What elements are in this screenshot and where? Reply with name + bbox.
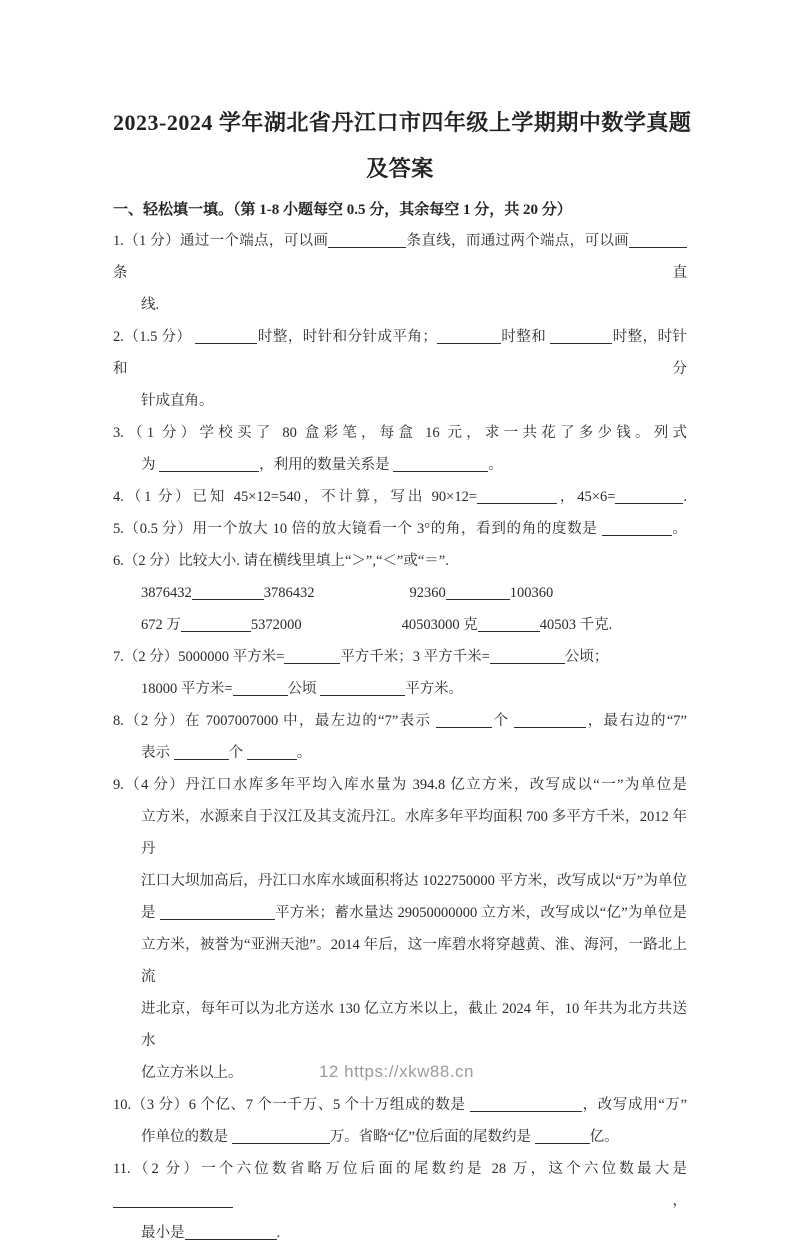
blank-underline bbox=[436, 715, 492, 728]
question-8-line-1 bbox=[113, 705, 687, 737]
text-run: 平方米。 bbox=[405, 681, 464, 697]
text-run: ， bbox=[233, 1193, 687, 1209]
text-run: 作单位的数是 bbox=[141, 1129, 232, 1145]
questions-area bbox=[113, 225, 687, 1249]
text-run: 100360 bbox=[509, 585, 554, 601]
question-1-line-1 bbox=[113, 225, 687, 289]
blank-underline bbox=[550, 331, 612, 344]
blank-underline bbox=[284, 651, 340, 664]
blank-underline bbox=[247, 747, 297, 760]
page-number: 12 bbox=[318, 1062, 339, 1081]
blank-underline bbox=[328, 235, 406, 248]
text-run: 3786432 bbox=[263, 585, 315, 601]
blank-underline bbox=[490, 651, 565, 664]
page-footer bbox=[0, 1062, 793, 1082]
text-run: 1.（1 分）通过一个端点，可以画 bbox=[113, 233, 329, 249]
text-run: 8.（2 分）在 7007007000 中，最左边的“7”表示 bbox=[113, 713, 437, 729]
text-run: ，改写成用“万” bbox=[581, 1097, 688, 1113]
text-run: 。 bbox=[296, 745, 312, 761]
text-run: 立方米，水源来自于汉江及其支流丹江。水库多年平均面积 700 多平方千米，2012 年丹 bbox=[141, 809, 687, 857]
text-run: 立方米，被誉为“亚洲天池”。2014 年后，这一库碧水将穿越黄、淮、海河，一路北上流 bbox=[141, 937, 687, 985]
question-9-line-2 bbox=[113, 801, 687, 865]
blank-underline bbox=[470, 1099, 582, 1112]
blank-underline bbox=[602, 523, 672, 536]
question-9-line-5 bbox=[113, 929, 687, 993]
question-2-line-2 bbox=[113, 385, 687, 417]
text-run: 平方千米；3 平方千米= bbox=[340, 649, 490, 665]
text-run: 4.（1 分）已知 45×12=540，不计算，写出 90×12= bbox=[113, 489, 478, 505]
text-run: 3876432 bbox=[141, 585, 192, 601]
blank-underline bbox=[629, 235, 687, 248]
blank-underline bbox=[478, 619, 540, 632]
text-run: 是 bbox=[141, 905, 160, 921]
column-gap bbox=[302, 628, 402, 629]
blank-underline bbox=[181, 619, 251, 632]
text-run: 9.（4 分）丹江口水库多年平均入库水量为 394.8 亿立方米，改写成以“一”为单位是 bbox=[113, 777, 687, 793]
text-run: ，利用的数量关系是 bbox=[259, 457, 394, 473]
text-run: 线. bbox=[141, 297, 160, 313]
blank-underline bbox=[320, 683, 405, 696]
question-9-line-1 bbox=[113, 769, 687, 801]
text-run: 进北京，每年可以为北方送水 130 亿立方米以上，截止 2024 年，10 年共为北方共送水 bbox=[141, 1001, 687, 1049]
question-6-compare-row-2 bbox=[113, 609, 687, 641]
blank-underline bbox=[437, 331, 501, 344]
text-run: 5372000 bbox=[250, 617, 302, 633]
text-run: 平方米；蓄水量达 29050000000 立方米，改写成以“亿”为单位是 bbox=[274, 905, 688, 921]
text-run: 亿立方米以上。 bbox=[141, 1065, 243, 1081]
text-run: 表示 bbox=[141, 745, 174, 761]
blank-underline bbox=[233, 683, 288, 696]
question-8-line-2 bbox=[113, 737, 687, 769]
blank-underline bbox=[535, 1131, 590, 1144]
text-run: 40503000 克 bbox=[401, 617, 478, 633]
blank-underline bbox=[232, 1131, 330, 1144]
text-run: 时整，时针和分 bbox=[113, 329, 688, 377]
text-run: 条直线，而通过两个端点，可以画 bbox=[406, 233, 630, 249]
text-run: 10.（3 分）6 个亿、7 个一千万、5 个十万组成的数是 bbox=[113, 1097, 470, 1113]
question-4-line-1 bbox=[113, 481, 687, 513]
blank-underline bbox=[195, 331, 257, 344]
blank-underline bbox=[174, 747, 229, 760]
question-9-line-3 bbox=[113, 865, 687, 897]
footer-url: https://xkw88.cn bbox=[344, 1062, 475, 1081]
question-10-line-1 bbox=[113, 1089, 687, 1121]
text-run: 公顷 bbox=[287, 681, 321, 697]
text-run: 条直 bbox=[113, 265, 687, 281]
text-run: 江口大坝加高后，丹江口水库水域面积将达 1022750000 平方米，改写成以“万”为单位 bbox=[141, 873, 687, 889]
text-run: . bbox=[683, 489, 687, 505]
text-run: 672 万 bbox=[141, 617, 181, 633]
text-run: 6.（2 分）比较大小. 请在横线里填上“＞”,“＜”或“＝”. bbox=[113, 553, 449, 569]
text-run: 针成直角。 bbox=[141, 393, 214, 409]
column-gap bbox=[315, 596, 410, 597]
document-title-line-1: 2023-2024 学年湖北省丹江口市四年级上学期期中数学真题 bbox=[113, 110, 692, 135]
text-run: 92360 bbox=[409, 585, 446, 601]
blank-underline bbox=[113, 1195, 233, 1208]
blank-underline bbox=[185, 1227, 277, 1240]
question-3-line-2 bbox=[113, 449, 687, 481]
question-3-line-1 bbox=[113, 417, 687, 449]
text-run: 。 bbox=[488, 457, 503, 473]
text-run: 5.（0.5 分）用一个放大 10 倍的放大镜看一个 3°的角，看到的角的度数是 bbox=[113, 521, 602, 537]
question-6-line-1 bbox=[113, 545, 687, 577]
blank-underline bbox=[393, 459, 488, 472]
text-run: 亿。 bbox=[589, 1129, 619, 1145]
text-run: 3.（1 分）学校买了 80 盒彩笔，每盒 16 元，求一共花了多少钱。列式 bbox=[113, 425, 687, 441]
blank-underline bbox=[446, 587, 510, 600]
question-1-line-2 bbox=[113, 289, 687, 321]
question-2-line-1 bbox=[113, 321, 687, 385]
text-run: 。 bbox=[671, 521, 688, 537]
text-run: 个 bbox=[492, 713, 515, 729]
blank-underline bbox=[615, 491, 683, 504]
question-7-line-2 bbox=[113, 673, 687, 705]
question-9-line-6 bbox=[113, 993, 687, 1057]
text-run: 7.（2 分）5000000 平方米= bbox=[113, 649, 285, 665]
question-11-line-1 bbox=[113, 1153, 687, 1217]
blank-underline bbox=[192, 587, 264, 600]
text-run: 万。省略“亿”位后面的尾数约是 bbox=[329, 1129, 535, 1145]
question-5-line-1 bbox=[113, 513, 687, 545]
question-9-line-4 bbox=[113, 897, 687, 929]
question-10-line-2 bbox=[113, 1121, 687, 1153]
question-6-compare-row-1 bbox=[113, 577, 687, 609]
text-run: 时整，时针和分针成平角； bbox=[257, 329, 437, 345]
text-run: 2.（1.5 分） bbox=[113, 329, 196, 345]
text-run: 时整和 bbox=[500, 329, 551, 345]
text-run: 个 bbox=[228, 745, 247, 761]
blank-underline bbox=[159, 459, 259, 472]
text-run: . bbox=[276, 1225, 281, 1241]
text-run: 18000 平方米= bbox=[141, 681, 233, 697]
blank-underline bbox=[160, 907, 275, 920]
text-run: ，45×6= bbox=[557, 489, 616, 505]
question-11-line-2 bbox=[113, 1217, 687, 1249]
text-run: ，最右边的“7” bbox=[586, 713, 687, 729]
document-title-line-2: 及答案 bbox=[366, 156, 434, 181]
text-run: 公顷； bbox=[564, 649, 609, 665]
question-7-line-1 bbox=[113, 641, 687, 673]
section-1-heading: 一、轻松填一填。（第 1-8 小题每空 0.5 分，其余每空 1 分，共 20 分） bbox=[113, 202, 572, 218]
text-run: 40503 千克. bbox=[539, 617, 613, 633]
blank-underline bbox=[477, 491, 557, 504]
blank-underline bbox=[514, 715, 586, 728]
text-run: 最小是 bbox=[141, 1225, 185, 1241]
text-run: 11.（2 分）一个六位数省略万位后面的尾数约是 28 万，这个六位数最大是 bbox=[113, 1161, 687, 1177]
text-run: 为 bbox=[141, 457, 160, 473]
